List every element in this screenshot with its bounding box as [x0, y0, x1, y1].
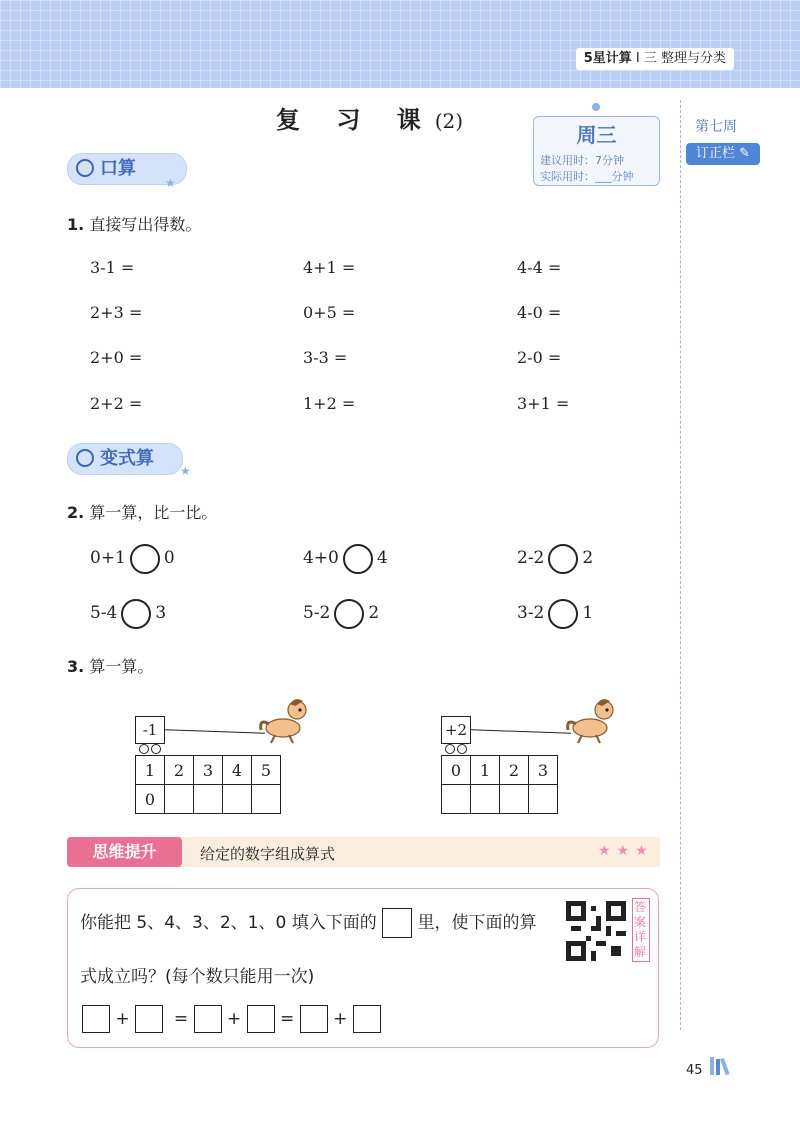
q1-heading	[67, 212, 201, 235]
grid-cell: 3	[194, 756, 223, 785]
target-icon	[76, 449, 94, 467]
thinking-tag: 思维提升	[67, 837, 182, 867]
answer-cell[interactable]	[442, 785, 471, 814]
header-sep: I	[635, 51, 640, 66]
pony-icon	[562, 696, 620, 746]
compare-circle[interactable]	[343, 544, 373, 574]
op-sign: =	[173, 1009, 189, 1029]
suggest-time: 建议用时：7分钟	[540, 154, 624, 167]
q1-eq: 4+1 =	[303, 258, 356, 277]
q1-eq: 0+5 =	[303, 303, 356, 322]
answer-box[interactable]	[247, 1005, 275, 1033]
q1-eq: 4-0 =	[517, 303, 562, 322]
grid-cell: 1	[136, 756, 165, 785]
answer-box[interactable]	[353, 1005, 381, 1033]
correction-label: 订正栏	[695, 146, 735, 161]
q1-eq: 2+3 =	[90, 303, 143, 322]
pony-icon	[255, 696, 313, 746]
compare-right: 4	[376, 548, 388, 568]
op-sign: +	[115, 1009, 130, 1029]
compare-left: 4+0	[303, 548, 339, 568]
stopwatch-icon	[76, 159, 94, 177]
q2-heading	[67, 500, 217, 523]
books-icon	[708, 1055, 738, 1077]
example-box	[382, 908, 412, 938]
q3-heading	[67, 654, 153, 677]
number-grid-left	[135, 755, 281, 814]
q2-text: 算一算，比一比。	[89, 503, 218, 522]
q1-eq: 3-1 =	[90, 258, 135, 277]
answer-cell[interactable]	[194, 785, 223, 814]
star-icon: ★	[165, 176, 176, 190]
q1-eq: 3+1 =	[517, 394, 570, 413]
compare-item	[303, 597, 379, 629]
section-variant	[67, 443, 183, 475]
header-tag	[576, 48, 734, 70]
compare-circle[interactable]	[548, 544, 578, 574]
answer-cell[interactable]	[529, 785, 558, 814]
q1-eq: 1+2 =	[303, 394, 356, 413]
equation-row	[82, 1005, 381, 1033]
wheel-icon	[139, 744, 149, 754]
day-card	[533, 116, 660, 186]
answer-cell[interactable]	[252, 785, 281, 814]
compare-circle[interactable]	[548, 599, 578, 629]
pin-icon	[592, 103, 600, 111]
q1-eq: 3-3 =	[303, 348, 348, 367]
compare-circle[interactable]	[334, 599, 364, 629]
page-title	[276, 100, 463, 135]
compare-item	[90, 542, 175, 574]
grid-cell: 5	[252, 756, 281, 785]
compare-right: 2	[368, 603, 380, 623]
compare-right: 1	[582, 603, 594, 623]
q1-eq: 2+2 =	[90, 394, 143, 413]
compare-left: 2-2	[517, 548, 545, 568]
wheel-icon	[457, 744, 467, 754]
op-sign: =	[280, 1009, 295, 1029]
thinking-line-2: 式成立吗？(每个数只能用一次)	[80, 967, 315, 987]
thinking-line-1b: 里，使下面的算	[417, 913, 537, 933]
answer-cell[interactable]	[500, 785, 529, 814]
q3-text: 算一算。	[89, 657, 154, 676]
grid-cell: 1	[471, 756, 500, 785]
thinking-topic: 给定的数字组成算式	[200, 845, 336, 863]
star-icon: ★	[180, 464, 191, 478]
section-oral-label: 口算	[100, 158, 136, 179]
compare-left: 5-4	[90, 603, 118, 623]
answer-cell[interactable]	[223, 785, 252, 814]
answer-box[interactable]	[82, 1005, 110, 1033]
compare-item	[303, 542, 388, 574]
number-grid-right	[441, 755, 558, 814]
page-number: 45	[686, 1063, 703, 1078]
thinking-line-1	[80, 908, 537, 938]
op-sign: +	[226, 1009, 242, 1029]
header-band	[0, 0, 800, 88]
series-label: 5星计算	[583, 51, 632, 66]
compare-right: 2	[582, 548, 594, 568]
compare-circle[interactable]	[130, 544, 160, 574]
sidebar-divider	[680, 100, 681, 1030]
section-variant-label: 变式算	[100, 448, 154, 469]
compare-left: 3-2	[517, 603, 545, 623]
week-label: 第七周	[695, 119, 737, 135]
q2-number: 2.	[67, 503, 85, 522]
answer-cell[interactable]	[165, 785, 194, 814]
operator-cart: +2	[441, 716, 471, 744]
q1-eq: 2+0 =	[90, 348, 143, 367]
q3-number: 3.	[67, 657, 85, 676]
q1-eq: 4-4 =	[517, 258, 562, 277]
wheel-icon	[445, 744, 455, 754]
actual-time: 实际用时：___分钟	[540, 170, 634, 183]
title-paren: (2)	[434, 109, 464, 133]
grid-cell: 2	[165, 756, 194, 785]
compare-circle[interactable]	[121, 599, 151, 629]
op-sign: +	[333, 1009, 348, 1029]
compare-left: 5-2	[303, 603, 331, 623]
grid-cell: 3	[529, 756, 558, 785]
grid-cell: 4	[223, 756, 252, 785]
unit-label: 三 整理与分类	[643, 51, 726, 66]
rope	[471, 729, 571, 733]
q1-eq: 2-0 =	[517, 348, 562, 367]
answer-cell[interactable]	[471, 785, 500, 814]
answer-box[interactable]	[135, 1005, 163, 1033]
operator-cart: -1	[135, 716, 165, 744]
qr-code-icon[interactable]	[566, 900, 626, 962]
answer-explain-tag: 答案详解	[632, 898, 650, 962]
day-label: 周三	[576, 123, 617, 147]
pencil-icon: ✎	[739, 146, 751, 161]
answer-box[interactable]	[194, 1005, 222, 1033]
compare-item	[90, 597, 166, 629]
compare-left: 0+1	[90, 548, 126, 568]
answer-box[interactable]	[300, 1005, 328, 1033]
compare-item	[517, 542, 593, 574]
compare-right: 3	[155, 603, 167, 623]
grid-cell: 2	[500, 756, 529, 785]
q1-number: 1.	[67, 215, 85, 234]
correction-badge	[686, 143, 760, 165]
title-main: 复 习 课	[276, 105, 435, 134]
compare-right: 0	[163, 548, 175, 568]
grid-cell: 0	[442, 756, 471, 785]
grid-cell: 0	[136, 785, 165, 814]
compare-item	[517, 597, 593, 629]
difficulty-stars: ★★★	[598, 843, 654, 859]
rope	[165, 729, 265, 733]
wheel-icon	[151, 744, 161, 754]
thinking-line-1a: 你能把 5、4、3、2、1、0 填入下面的	[80, 913, 377, 933]
q1-text: 直接写出得数。	[89, 215, 202, 234]
